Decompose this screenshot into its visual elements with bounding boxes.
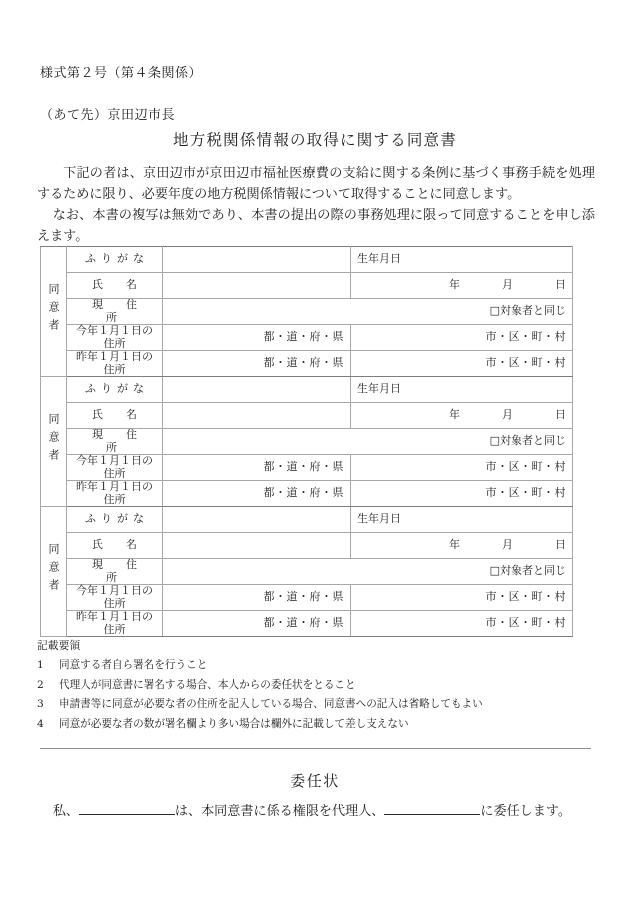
consenter-side-label-text: 同意者 bbox=[47, 282, 60, 337]
consenter-side-label-3 bbox=[41, 507, 67, 637]
field-prefecture-last-year-1[interactable]: 都・道・府・県 bbox=[163, 351, 351, 377]
field-prefecture-this-year-1[interactable]: 都・道・府・県 bbox=[163, 325, 351, 351]
notes-section bbox=[37, 638, 597, 738]
note-number-1: 1 bbox=[37, 659, 44, 671]
label-address-this-year-2: 今年１月１日の住所 bbox=[67, 455, 163, 481]
field-municipality-this-year-1[interactable]: 市・区・町・村 bbox=[351, 325, 573, 351]
table-row bbox=[41, 325, 573, 351]
label-furigana-2: ふりがな bbox=[67, 377, 163, 403]
field-prefecture-this-year-2[interactable]: 都・道・府・県 bbox=[163, 455, 351, 481]
field-furigana-3[interactable] bbox=[163, 507, 351, 533]
field-prefecture-last-year-2[interactable]: 都・道・府・県 bbox=[163, 481, 351, 507]
notes-title: 記載要領 bbox=[37, 639, 81, 652]
birthdate-day-unit-2: 日 bbox=[555, 408, 566, 422]
table-row bbox=[41, 247, 573, 273]
intro-body bbox=[37, 163, 595, 247]
field-name-1[interactable] bbox=[163, 273, 351, 299]
list-item bbox=[37, 679, 597, 692]
table-row bbox=[41, 273, 573, 299]
birthdate-day-unit-3: 日 bbox=[555, 538, 566, 552]
note-text-4: 同意が必要な者の数が署名欄より多い場合は欄外に記載して差し支えない bbox=[59, 718, 409, 731]
label-name-1: 氏 名 bbox=[67, 273, 163, 299]
consenter-side-label-text: 同意者 bbox=[47, 412, 60, 467]
note-text-2: 代理人が同意書に署名する場合、本人からの委任状をとること bbox=[59, 678, 356, 691]
same-as-target-checkbox-1[interactable]: □対象者と同じ bbox=[489, 304, 566, 318]
table-row bbox=[41, 533, 573, 559]
intro-paragraph-1: 下記の者は、京田辺市が京田辺市福祉医療費の支給に関する条例に基づく事務手続を処理するために限り、必要年度の地方税関係情報について取得することに同意します。 bbox=[37, 166, 595, 202]
note-number-2: 2 bbox=[37, 678, 44, 691]
label-name-3: 氏 名 bbox=[67, 533, 163, 559]
same-as-target-checkbox-2[interactable]: □対象者と同じ bbox=[489, 434, 566, 448]
form-number: 様式第２号（第４条関係） bbox=[40, 66, 203, 81]
field-municipality-last-year-2[interactable]: 市・区・町・村 bbox=[351, 481, 573, 507]
note-text-3: 申請書等に同意が必要な者の住所を記入している場合、同意書への記入は省略してもよい bbox=[59, 698, 483, 711]
label-address-last-year-3: 昨年１月１日の住所 bbox=[67, 611, 163, 637]
list-item bbox=[37, 698, 597, 711]
page-title: 地方税関係情報の取得に関する同意書 bbox=[173, 131, 457, 149]
intro-paragraph-2: なお、本書の複写は無効であり、本書の提出の際の事務処理に限って同意することを申し添えます。 bbox=[37, 208, 595, 244]
table-row bbox=[41, 481, 573, 507]
field-municipality-last-year-1[interactable]: 市・区・町・村 bbox=[351, 351, 573, 377]
section-divider bbox=[40, 748, 591, 749]
table-row bbox=[41, 377, 573, 403]
label-birthdate-2: 生年月日 bbox=[351, 377, 573, 403]
label-address-last-year-1: 昨年１月１日の住所 bbox=[67, 351, 163, 377]
table-row bbox=[41, 585, 573, 611]
label-furigana-3: ふりがな bbox=[67, 507, 163, 533]
note-text-1: 同意する者自ら署名を行うこと bbox=[59, 659, 208, 671]
field-furigana-2[interactable] bbox=[163, 377, 351, 403]
agent-name-blank[interactable] bbox=[384, 814, 480, 815]
label-current-address-2: 現 住 所 bbox=[67, 429, 163, 455]
proxy-body bbox=[37, 801, 597, 822]
field-municipality-this-year-3[interactable]: 市・区・町・村 bbox=[351, 585, 573, 611]
field-birthdate-1[interactable] bbox=[351, 273, 573, 299]
table-row bbox=[41, 455, 573, 481]
proxy-title: 委任状 bbox=[290, 772, 340, 790]
birthdate-month-unit-1: 月 bbox=[502, 278, 513, 292]
label-name-2: 氏 名 bbox=[67, 403, 163, 429]
birthdate-month-unit-2: 月 bbox=[502, 408, 513, 422]
table-row bbox=[41, 351, 573, 377]
field-current-address-3[interactable] bbox=[163, 559, 573, 585]
birthdate-month-unit-3: 月 bbox=[502, 538, 513, 552]
proxy-sentence bbox=[37, 801, 597, 822]
birthdate-year-unit-1: 年 bbox=[449, 278, 460, 292]
consenter-side-label-2 bbox=[41, 377, 67, 507]
label-birthdate-3: 生年月日 bbox=[351, 507, 573, 533]
principal-name-blank[interactable] bbox=[79, 814, 175, 815]
field-furigana-1[interactable] bbox=[163, 247, 351, 273]
proxy-text-1: 私、 bbox=[52, 804, 79, 819]
field-birthdate-2[interactable] bbox=[351, 403, 573, 429]
consenter-side-label-text: 同意者 bbox=[47, 542, 60, 597]
note-number-4: 4 bbox=[37, 718, 44, 731]
birthdate-year-unit-2: 年 bbox=[449, 408, 460, 422]
label-address-this-year-3: 今年１月１日の住所 bbox=[67, 585, 163, 611]
table-row bbox=[41, 507, 573, 533]
label-birthdate-1: 生年月日 bbox=[351, 247, 573, 273]
birthdate-year-unit-3: 年 bbox=[449, 538, 460, 552]
table-row bbox=[41, 299, 573, 325]
table-row bbox=[41, 429, 573, 455]
field-name-3[interactable] bbox=[163, 533, 351, 559]
field-municipality-last-year-3[interactable]: 市・区・町・村 bbox=[351, 611, 573, 637]
field-municipality-this-year-2[interactable]: 市・区・町・村 bbox=[351, 455, 573, 481]
birthdate-day-unit-1: 日 bbox=[555, 278, 566, 292]
consent-table bbox=[40, 246, 573, 637]
label-address-last-year-2: 昨年１月１日の住所 bbox=[67, 481, 163, 507]
label-address-this-year-1: 今年１月１日の住所 bbox=[67, 325, 163, 351]
field-prefecture-this-year-3[interactable]: 都・道・府・県 bbox=[163, 585, 351, 611]
addressee-line: （あて先）京田辺市長 bbox=[40, 108, 176, 123]
consent-table-body bbox=[41, 247, 573, 637]
label-current-address-1: 現 住 所 bbox=[67, 299, 163, 325]
field-current-address-1[interactable] bbox=[163, 299, 573, 325]
field-prefecture-last-year-3[interactable]: 都・道・府・県 bbox=[163, 611, 351, 637]
label-furigana-1: ふりがな bbox=[67, 247, 163, 273]
consenter-side-label-1 bbox=[41, 247, 67, 377]
field-name-2[interactable] bbox=[163, 403, 351, 429]
table-row bbox=[41, 611, 573, 637]
label-current-address-3: 現 住 所 bbox=[67, 559, 163, 585]
list-item bbox=[37, 718, 597, 731]
note-number-3: 3 bbox=[37, 698, 44, 711]
same-as-target-checkbox-3[interactable]: □対象者と同じ bbox=[489, 564, 566, 578]
table-row bbox=[41, 559, 573, 585]
table-row bbox=[41, 403, 573, 429]
field-current-address-2[interactable] bbox=[163, 429, 573, 455]
list-item bbox=[37, 659, 597, 672]
field-birthdate-3[interactable] bbox=[351, 533, 573, 559]
proxy-text-2: は、本同意書に係る権限を代理人、 bbox=[174, 804, 385, 819]
proxy-text-3: に委任します。 bbox=[480, 804, 572, 819]
